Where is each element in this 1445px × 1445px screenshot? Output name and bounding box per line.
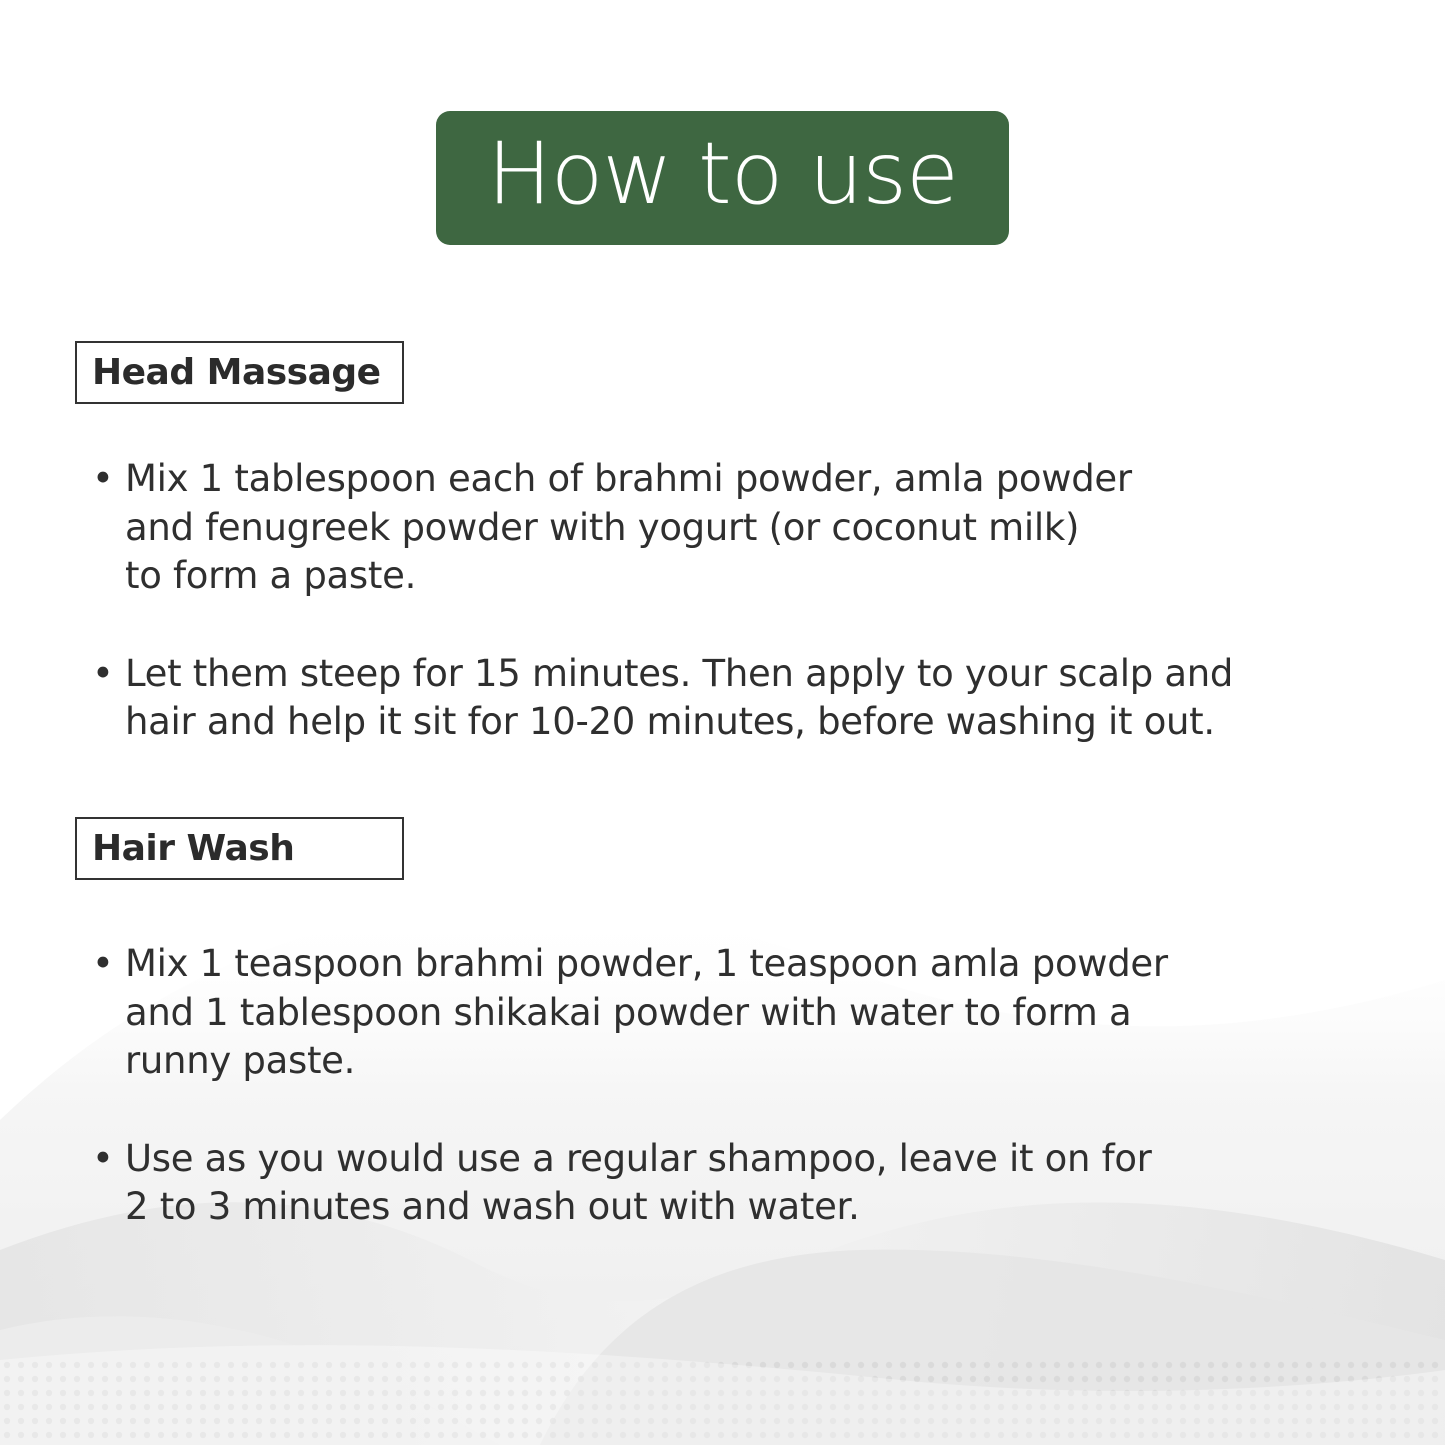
list-item (92, 940, 1372, 1086)
list-item (92, 1135, 1372, 1232)
step-text: Mix 1 teaspoon brahmi powder, 1 teaspoon amla powder and 1 tablespoon shikakai powder with water to form a runny paste. (125, 942, 1168, 1082)
title-banner (436, 111, 1009, 245)
bullet-icon: • (92, 457, 114, 500)
hair-wash-steps (92, 940, 1372, 1232)
section-heading: Hair Wash (92, 828, 295, 869)
bullet-icon: • (92, 1136, 114, 1180)
section-label-head-massage (75, 341, 404, 404)
page-title: How to use (487, 124, 958, 224)
head-massage-steps (92, 455, 1372, 747)
section-label-hair-wash (75, 817, 404, 880)
step-text: Mix 1 tablespoon each of brahmi powder, amla powder and fenugreek powder with yogurt (or coconut milk) to form a paste. (125, 457, 1132, 597)
bullet-icon: • (92, 942, 114, 985)
list-item (92, 455, 1372, 601)
step-text: Use as you would use a regular shampoo, leave it on for 2 to 3 minutes and wash out with water. (125, 1136, 1152, 1228)
step-text: Let them steep for 15 minutes. Then apply to your scalp and hair and help it sit for 10-20 minutes, before washing it out. (125, 651, 1234, 743)
bullet-icon: • (92, 651, 114, 695)
section-heading: Head Massage (92, 352, 381, 393)
list-item (92, 650, 1372, 747)
